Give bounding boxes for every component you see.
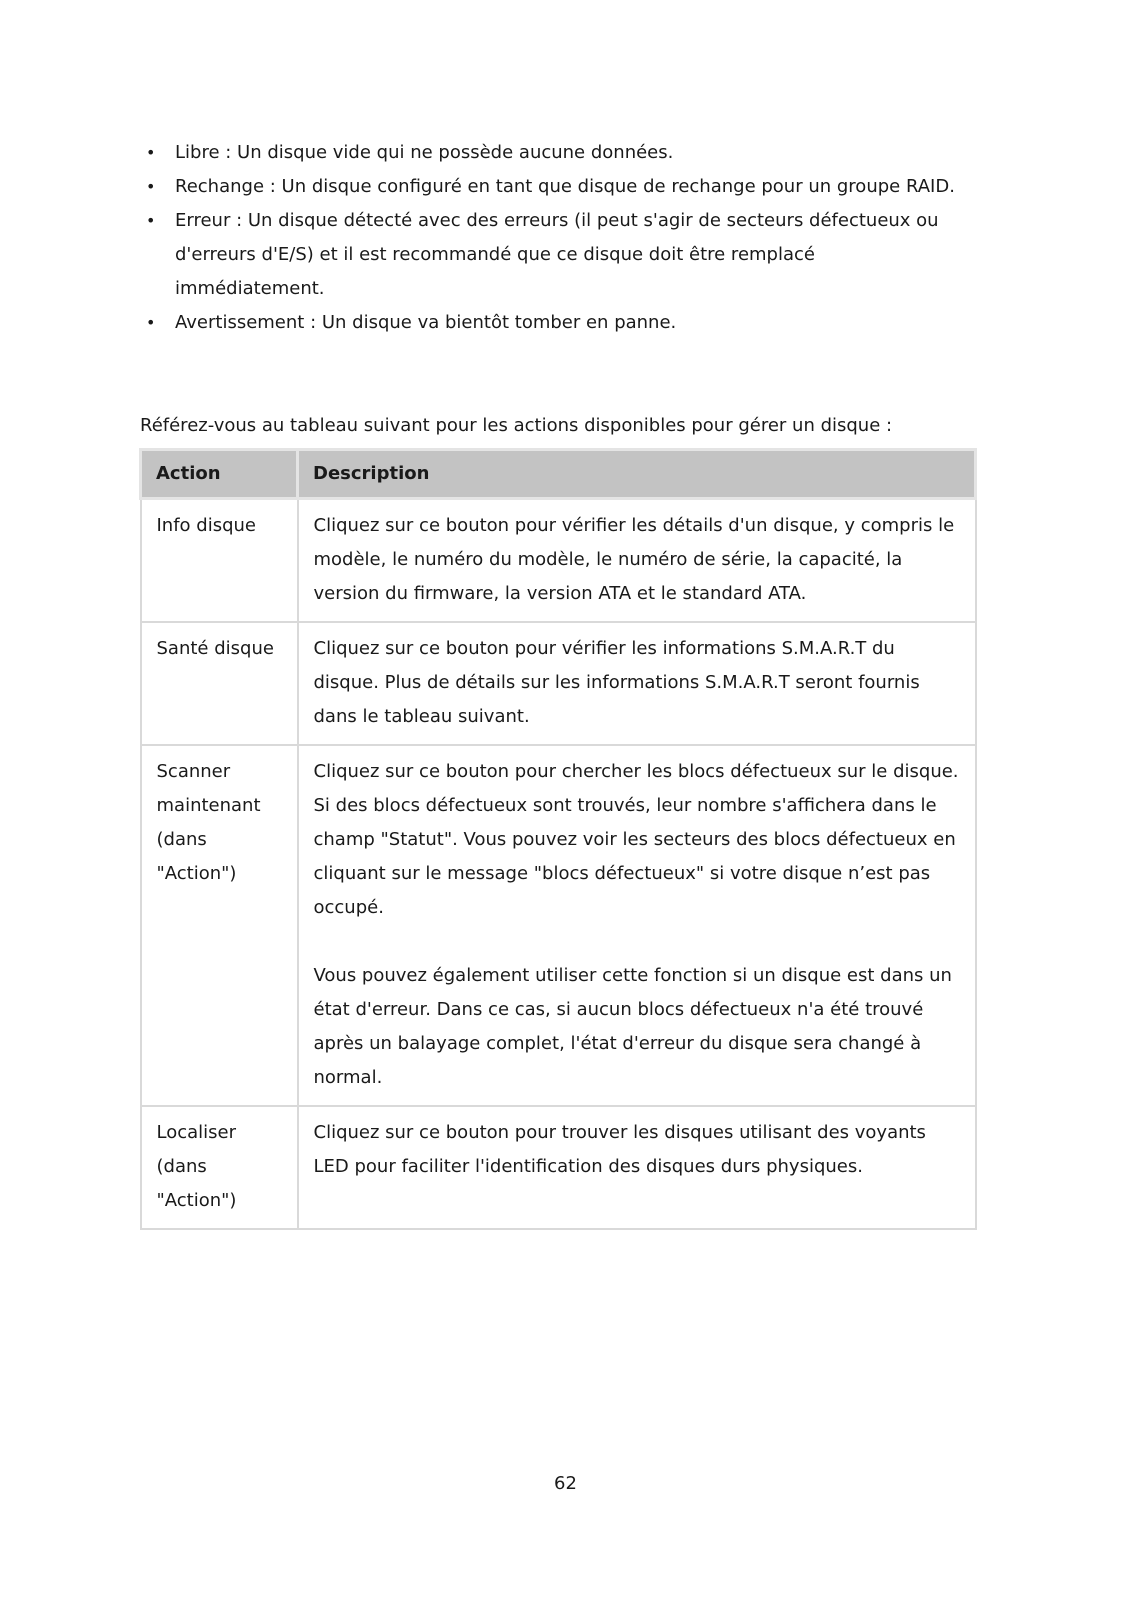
bullet-icon: • (146, 211, 156, 230)
bullet-icon: • (146, 143, 156, 162)
action-cell: Info disque (141, 499, 298, 623)
table-row (141, 745, 976, 1106)
table-row (141, 622, 976, 745)
bullet-icon: • (146, 177, 156, 196)
list-item (140, 136, 970, 170)
bullet-icon: • (146, 313, 156, 332)
description-cell: Cliquez sur ce bouton pour trouver les disques utilisant des voyants LED pour faciliter l'identification des disques durs physiques. (298, 1106, 976, 1229)
description-cell: Cliquez sur ce bouton pour vérifier les informations S.M.A.R.T du disque. Plus de détails sur les informations S.M.A.R.T seront fournis dans le tableau suivant. (298, 622, 976, 745)
list-item (140, 306, 970, 340)
bullet-text: Rechange : Un disque configuré en tant que disque de rechange pour un groupe RAID. (175, 176, 955, 197)
intro-paragraph: Référez-vous au tableau suivant pour les actions disponibles pour gérer un disque : (140, 415, 893, 436)
action-cell: Localiser (dans "Action") (141, 1106, 298, 1229)
action-cell: Scanner maintenant (dans "Action") (141, 745, 298, 1106)
table-row (141, 499, 976, 623)
bullet-text: Avertissement : Un disque va bientôt tomber en panne. (175, 312, 677, 333)
description-cell: Cliquez sur ce bouton pour vérifier les détails d'un disque, y compris le modèle, le numéro du modèle, le numéro de série, la capacité, la version du firmware, la version ATA et le standard ATA. (298, 499, 976, 623)
list-item (140, 204, 970, 306)
action-cell: Santé disque (141, 622, 298, 745)
bullet-text: Erreur : Un disque détecté avec des erreurs (il peut s'agir de secteurs défectueux ou d'erreurs d'E/S) et il est recommandé que ce disque doit être remplacé immédiatement. (175, 210, 939, 299)
table-header-row (141, 450, 976, 499)
description-paragraph: Vous pouvez également utiliser cette fonction si un disque est dans un état d'erreur. Dans ce cas, si aucun blocs défectueux n'a été trouvé après un balayage complet, l'état d'erreur du disque sera changé à normal. (313, 965, 952, 1088)
disk-actions-table (139, 448, 977, 1230)
status-bullet-list (140, 136, 970, 340)
description-cell (298, 745, 976, 1106)
page-number: 62 (554, 1473, 577, 1494)
description-paragraph: Cliquez sur ce bouton pour chercher les blocs défectueux sur le disque. Si des blocs défectueux sont trouvés, leur nombre s'affichera dans le champ "Statut". Vous pouvez voir les secteurs des blocs défectueux en cliquant sur le message "blocs défectueux" si votre disque n’est pas occupé. (313, 761, 959, 918)
list-item (140, 170, 970, 204)
table-row (141, 1106, 976, 1229)
header-description: Description (298, 450, 976, 499)
header-action: Action (141, 450, 298, 499)
bullet-text: Libre : Un disque vide qui ne possède aucune données. (175, 142, 674, 163)
